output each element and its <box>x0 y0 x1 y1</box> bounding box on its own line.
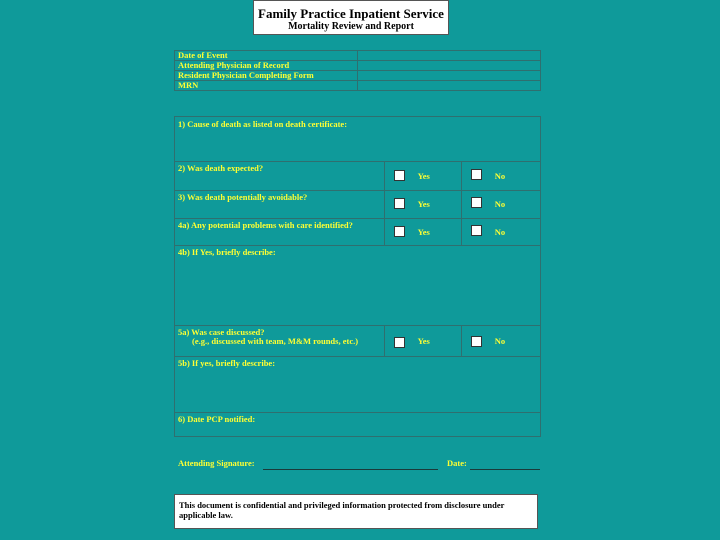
question-5a-yes-label: Yes <box>417 336 430 346</box>
question-5a-label: 5a) Was case discussed? <box>178 327 265 337</box>
questions-table <box>174 116 541 437</box>
question-row-2 <box>175 162 541 191</box>
info-label-resident: Resident Physician Completing Form <box>175 71 358 81</box>
info-value-date-of-event[interactable] <box>358 51 541 61</box>
question-3-label: 3) Was death potentially avoidable? <box>175 191 385 219</box>
question-4a-no-checkbox[interactable] <box>471 225 482 236</box>
question-2-label: 2) Was death expected? <box>175 162 385 191</box>
question-6-label: 6) Date PCP notified: <box>175 413 541 437</box>
question-row-6 <box>175 413 541 437</box>
question-3-no-label: No <box>494 199 506 209</box>
info-row <box>175 71 541 81</box>
question-2-yes-cell <box>384 162 461 191</box>
info-label-mrn: MRN <box>175 81 358 91</box>
info-row <box>175 61 541 71</box>
question-2-no-checkbox[interactable] <box>471 169 482 180</box>
question-row-5b <box>175 357 541 413</box>
form-subtitle: Mortality Review and Report <box>288 21 414 32</box>
question-4a-yes-checkbox[interactable] <box>394 226 405 237</box>
question-5a-cell <box>175 326 385 357</box>
question-4a-yes-label: Yes <box>417 227 430 237</box>
signature-date-line[interactable] <box>470 469 540 470</box>
question-3-yes-checkbox[interactable] <box>394 198 405 209</box>
question-2-no-label: No <box>494 171 506 181</box>
question-2-yes-label: Yes <box>417 171 430 181</box>
question-5a-no-checkbox[interactable] <box>471 336 482 347</box>
question-row-4a <box>175 219 541 246</box>
question-3-no-checkbox[interactable] <box>471 197 482 208</box>
question-4a-yes-cell <box>384 219 461 246</box>
question-3-yes-label: Yes <box>417 199 430 209</box>
question-4a-no-cell <box>461 219 540 246</box>
info-label-attending: Attending Physician of Record <box>175 61 358 71</box>
info-table <box>174 50 541 91</box>
question-row-3 <box>175 191 541 219</box>
attending-signature-line[interactable] <box>263 469 438 470</box>
question-5b-label: 5b) If yes, briefly describe: <box>175 357 541 413</box>
info-value-mrn[interactable] <box>358 81 541 91</box>
question-row-5a <box>175 326 541 357</box>
question-4a-no-label: No <box>494 227 506 237</box>
info-value-resident[interactable] <box>358 71 541 81</box>
question-2-yes-checkbox[interactable] <box>394 170 405 181</box>
question-5a-no-label: No <box>494 336 506 346</box>
question-3-no-cell <box>461 191 540 219</box>
info-label-date-of-event: Date of Event <box>175 51 358 61</box>
question-5a-yes-checkbox[interactable] <box>394 337 405 348</box>
confidentiality-notice: This document is confidential and privileged information protected from disclosure under applicable law. <box>174 494 538 529</box>
question-5a-sublabel: (e.g., discussed with team, M&M rounds, etc.) <box>192 336 359 346</box>
question-5a-yes-cell <box>384 326 461 357</box>
question-5a-no-cell <box>461 326 540 357</box>
info-row <box>175 81 541 91</box>
question-4b-label: 4b) If Yes, briefly describe: <box>175 246 541 326</box>
question-3-yes-cell <box>384 191 461 219</box>
question-2-no-cell <box>461 162 540 191</box>
question-1-label: 1) Cause of death as listed on death certificate: <box>175 117 541 162</box>
question-row-1 <box>175 117 541 162</box>
attending-signature-label: Attending Signature: <box>178 458 255 468</box>
info-value-attending[interactable] <box>358 61 541 71</box>
form-title: Family Practice Inpatient Service <box>258 6 444 21</box>
info-row <box>175 51 541 61</box>
question-4a-label: 4a) Any potential problems with care identified? <box>175 219 385 246</box>
form-title-box <box>253 0 449 35</box>
signature-date-label: Date: <box>447 458 467 468</box>
question-row-4b <box>175 246 541 326</box>
